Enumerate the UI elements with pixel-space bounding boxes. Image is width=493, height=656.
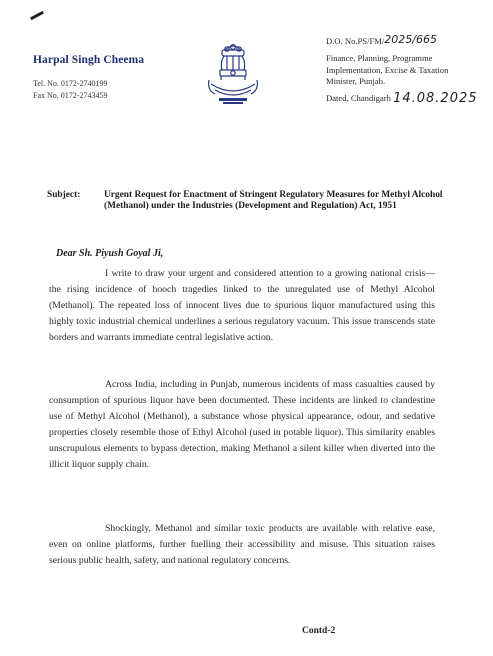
continued-marker: Contd-2 <box>302 626 336 636</box>
state-emblem-icon <box>205 40 261 108</box>
designation-line: Minister, Punjab. <box>326 76 386 86</box>
designation-line: Implementation, Excise & Taxation <box>326 64 449 75</box>
body-paragraph <box>49 377 435 473</box>
date-handwritten: 14.08.2025 <box>393 90 478 106</box>
body-paragraph <box>49 521 435 569</box>
sender-name: Harpal Singh Cheema <box>33 54 145 66</box>
contact-details <box>33 78 108 102</box>
date-label: Dated, Chandigarh <box>326 92 391 103</box>
do-number <box>326 34 486 50</box>
subject-block <box>47 190 467 212</box>
subject-text: Urgent Request for Enactment of Stringent Regulatory Measures for Methyl Alcohol (Methanol) under the Industries (Development and Regulation) Act, 1951 <box>104 190 443 211</box>
subject-label: Subject: <box>47 190 81 200</box>
telephone-number: Tel. No. 0172-2740199 <box>33 79 108 88</box>
pen-mark <box>30 11 44 20</box>
designation-line: Finance, Planning, Programme <box>326 53 433 63</box>
paragraph-text: Shockingly, Methanol and similar toxic products are available with relative ease, even on online platforms, further fuelling their accessibility and misuse. This situation raises serious public health, safety, and national regulatory concerns. <box>49 523 435 566</box>
salutation: Dear Sh. Piyush Goyal Ji, <box>56 248 164 259</box>
do-number-handwritten: 2025/665 <box>384 33 437 46</box>
fax-number: Fax No. 0172-2743459 <box>33 91 108 100</box>
paragraph-text: Across India, including in Punjab, numerous incidents of mass casualties caused by consumption of spurious liquor have been documented. These incidents are linked to clandestine use of Methyl Alcohol (Methanol), a substance whose physical appearance, odour, and sedative properties closely resemble those of Ethyl Alcohol (used in potable liquor). This similarity enables unscrupulous elements to bypass detection, making Methanol a silent killer when diverted into the illicit liquor supply chain. <box>49 379 435 470</box>
date-line <box>326 90 486 105</box>
paragraph-text: I write to draw your urgent and considered attention to a growing national crisis—the rising incidence of hooch tragedies linked to the unregulated use of Methyl Alcohol (Methanol). The repeated loss of innocent lives due to spurious liquor manufactured using this highly toxic industrial chemical underlines a serious regulatory vacuum. This issue transcends state borders and warrants immediate central legislative action. <box>49 268 435 343</box>
designation <box>326 53 486 88</box>
do-number-label: D.O. No.PS/FM/ <box>326 36 385 46</box>
reference-block <box>326 34 486 105</box>
body-paragraph <box>49 266 435 346</box>
